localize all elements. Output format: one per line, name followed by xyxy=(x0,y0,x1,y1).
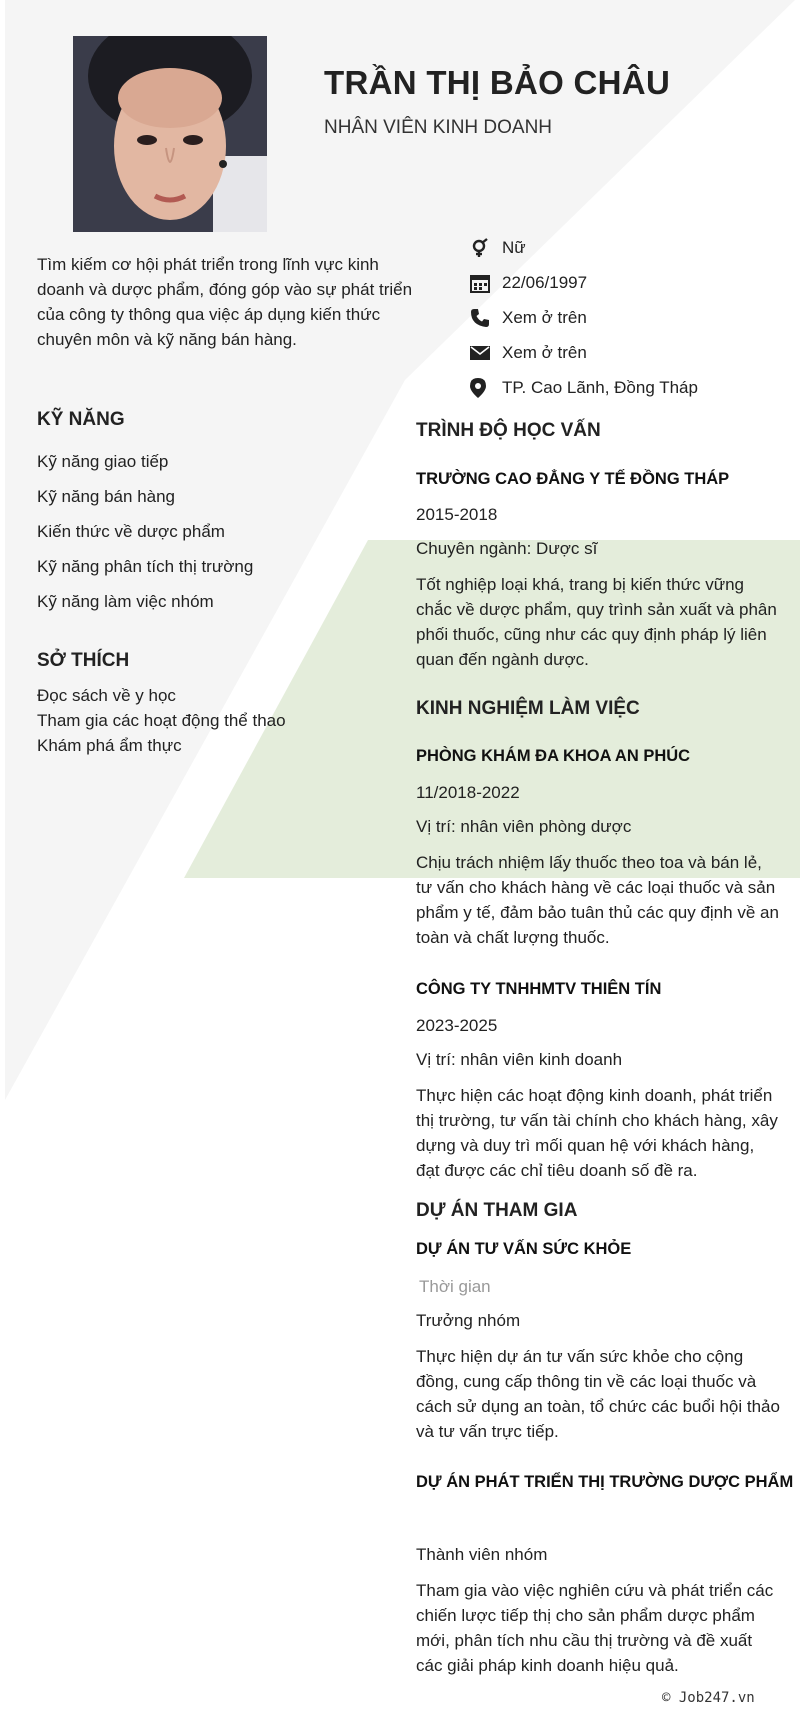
hobbies-list xyxy=(37,683,286,758)
hobbies-heading: SỞ THÍCH xyxy=(37,650,130,671)
job-period: 11/2018-2022 xyxy=(416,783,520,802)
list-item: Đọc sách về y học xyxy=(37,686,176,705)
info-phone xyxy=(470,300,790,335)
job-position: Vị trí: nhân viên phòng dược xyxy=(416,817,632,836)
gender-icon xyxy=(470,237,496,259)
gender-value: Nữ xyxy=(502,237,526,257)
info-birthday xyxy=(470,265,790,300)
education-description: Tốt nghiệp loại khá, trang bị kiến thức vững chắc về dược phẩm, quy trình sản xuất và phân phối thuốc, cũng như các quy định pháp lý liên quan đến ngành dược. xyxy=(416,575,777,669)
project-time: Thời gian xyxy=(419,1277,491,1296)
info-gender xyxy=(470,230,790,265)
project-name: DỰ ÁN PHÁT TRIỂN THỊ TRƯỜNG DƯỢC PHẨM xyxy=(416,1473,794,1491)
job-description: Chịu trách nhiệm lấy thuốc theo toa và bán lẻ, tư vấn cho khách hàng về các loại thuốc và sản phẩm y tế, đảm bảo tuân thủ các quy định về an toàn và chất lượng thuốc. xyxy=(416,853,779,947)
list-item: Kỹ năng bán hàng xyxy=(37,487,176,506)
project-name: DỰ ÁN TƯ VẤN SỨC KHỎE xyxy=(416,1240,632,1258)
phone-icon xyxy=(470,307,496,329)
list-item: Kỹ năng làm việc nhóm xyxy=(37,592,214,611)
career-objective: Tìm kiếm cơ hội phát triển trong lĩnh vực kinh doanh và dược phẩm, đóng góp vào sự phát triển của công ty thông qua việc áp dụng kiến thức chuyên môn và kỹ năng bán hàng. xyxy=(37,255,413,349)
education-period: 2015-2018 xyxy=(416,505,498,524)
list-item: Kỹ năng giao tiếp xyxy=(37,452,169,471)
footer-copyright: © Job247.vn xyxy=(662,1690,755,1706)
projects-heading: DỰ ÁN THAM GIA xyxy=(416,1200,578,1221)
list-item: Khám phá ẩm thực xyxy=(37,736,182,755)
birthday-value: 22/06/1997 xyxy=(502,272,588,292)
education-heading: TRÌNH ĐỘ HỌC VẤN xyxy=(416,420,601,441)
candidate-name: TRẦN THỊ BẢO CHÂU xyxy=(324,64,671,101)
project-role: Trưởng nhóm xyxy=(416,1311,521,1330)
job-description: Thực hiện các hoạt động kinh doanh, phát triển thị trường, tư vấn tài chính cho khách hàng, xây dựng và duy trì mối quan hệ với khách hàng, đạt được các chỉ tiêu doanh số đề ra. xyxy=(416,1086,778,1180)
mail-icon xyxy=(470,342,496,364)
info-address xyxy=(470,370,790,405)
info-email xyxy=(470,335,790,370)
job-title: NHÂN VIÊN KINH DOANH xyxy=(324,117,553,138)
skills-list xyxy=(37,446,253,621)
location-icon xyxy=(470,377,496,399)
project-description: Tham gia vào việc nghiên cứu và phát triển các chiến lược tiếp thị cho sản phẩm dược phẩm mới, phân tích nhu cầu thị trường và đề xuất các giải pháp kinh doanh hiệu quả. xyxy=(416,1581,774,1675)
contact-info xyxy=(470,230,790,405)
school-name: TRƯỜNG CAO ĐẲNG Y TẾ ĐỒNG THÁP xyxy=(416,470,730,488)
project-role: Thành viên nhóm xyxy=(416,1545,548,1564)
list-item: Kỹ năng phân tích thị trường xyxy=(37,557,254,576)
calendar-icon xyxy=(470,272,496,294)
education-major: Chuyên ngành: Dược sĩ xyxy=(416,539,598,558)
phone-value: Xem ở trên xyxy=(502,307,587,327)
job-period: 2023-2025 xyxy=(416,1016,498,1035)
project-description: Thực hiện dự án tư vấn sức khỏe cho cộng đồng, cung cấp thông tin về các loại thuốc và cách sử dụng an toàn, tổ chức các buổi hội thảo và tư vấn trực tiếp. xyxy=(416,1347,780,1441)
company-name: CÔNG TY TNHHMTV THIÊN TÍN xyxy=(416,980,662,998)
skills-heading: KỸ NĂNG xyxy=(37,409,125,430)
avatar xyxy=(73,36,267,232)
job-position: Vị trí: nhân viên kinh doanh xyxy=(416,1050,623,1069)
list-item: Kiến thức về dược phẩm xyxy=(37,522,225,541)
experience-heading: KINH NGHIỆM LÀM VIỆC xyxy=(416,698,640,719)
address-value: TP. Cao Lãnh, Đồng Tháp xyxy=(502,377,698,397)
list-item: Tham gia các hoạt động thể thao xyxy=(37,711,286,730)
company-name: PHÒNG KHÁM ĐA KHOA AN PHÚC xyxy=(416,747,691,765)
email-value: Xem ở trên xyxy=(502,342,587,362)
